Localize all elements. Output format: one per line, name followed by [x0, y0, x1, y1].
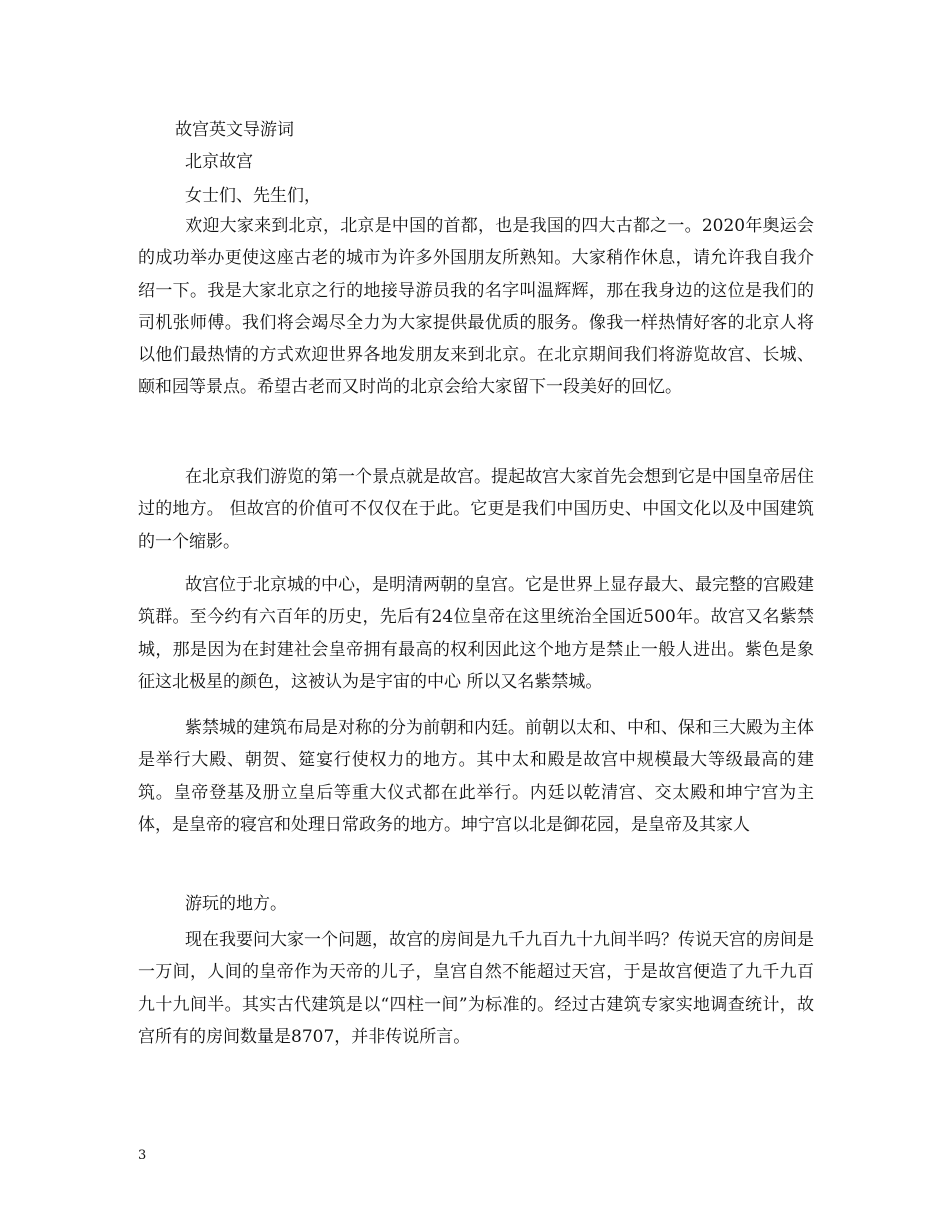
paragraph-text: 游玩的地方。 [185, 894, 287, 914]
paragraph-layout [138, 712, 814, 841]
paragraph-rooms [138, 924, 814, 1053]
paragraph-welcome [138, 210, 814, 404]
paragraph-text: 在北京我们游览的第一个景点就是故宫。提起故宫大家首先会想到它是中国皇帝居住过的地方。 但故宫的价值可不仅仅在于此。它更是我们中国历史、中国文化以及中国建筑的一个缩影。 [138, 467, 814, 552]
page-number: 3 [138, 1148, 147, 1163]
paragraph-continuation [138, 888, 814, 920]
document-title: 故宫英文导游词 [175, 120, 294, 140]
paragraph-first-attraction [138, 461, 814, 558]
paragraph-location [138, 569, 814, 698]
paragraph-text: 故宫位于北京城的中心，是明清两朝的皇宫。它是世界上显存最大、最完整的宫殿建筑群。至今约有六百年的历史，先后有24位皇帝在这里统治全国近500年。故宫又名紫禁城，那是因为在封建社会皇帝拥有最高的权利因此这个地方是禁止一般人进出。紫色是象征这北极星的颜色，这被认为是宇宙的中心 所以又名紫禁城。 [138, 575, 814, 692]
salutation: 女士们、先生们， [185, 186, 321, 206]
paragraph-text: 欢迎大家来到北京，北京是中国的首都，也是我国的四大古都之一。2020年奥运会的成功举办更使这座古老的城市为许多外国朋友所熟知。大家稍作休息，请允许我自我介绍一下。我是大家北京之行的地接导游员我的名字叫温辉辉，那在我身边的这位是我们的司机张师傅。我们将会竭尽全力为大家提供最优质的服务。像我一样热情好客的北京人将以他们最热情的方式欢迎世界各地发朋友来到北京。在北京期间我们将游览故宫、长城、颐和园等景点。希望古老而又时尚的北京会给大家留下一段美好的回忆。 [138, 216, 814, 398]
paragraph-text: 紫禁城的建筑布局是对称的分为前朝和内廷。前朝以太和、中和、保和三大殿为主体是举行大殿、朝贺、筵宴行使权力的地方。其中太和殿是故宫中规模最大等级最高的建筑。皇帝登基及册立皇后等重大仪式都在此举行。内廷以乾清宫、交太殿和坤宁宫为主体，是皇帝的寝宫和处理日常政务的地方。坤宁宫以北是御花园，是皇帝及其家人 [138, 718, 814, 835]
document-subtitle: 北京故宫 [185, 152, 253, 172]
paragraph-text: 现在我要问大家一个问题，故宫的房间是九千九百九十九间半吗？传说天宫的房间是一万间，人间的皇帝作为天帝的儿子，皇宫自然不能超过天宫，于是故宫便造了九千九百九十九间半。其实古代建筑是以“四柱一间”为标准的。经过古建筑专家实地调查统计，故宫所有的房间数量是8707，并非传说所言。 [138, 930, 814, 1047]
